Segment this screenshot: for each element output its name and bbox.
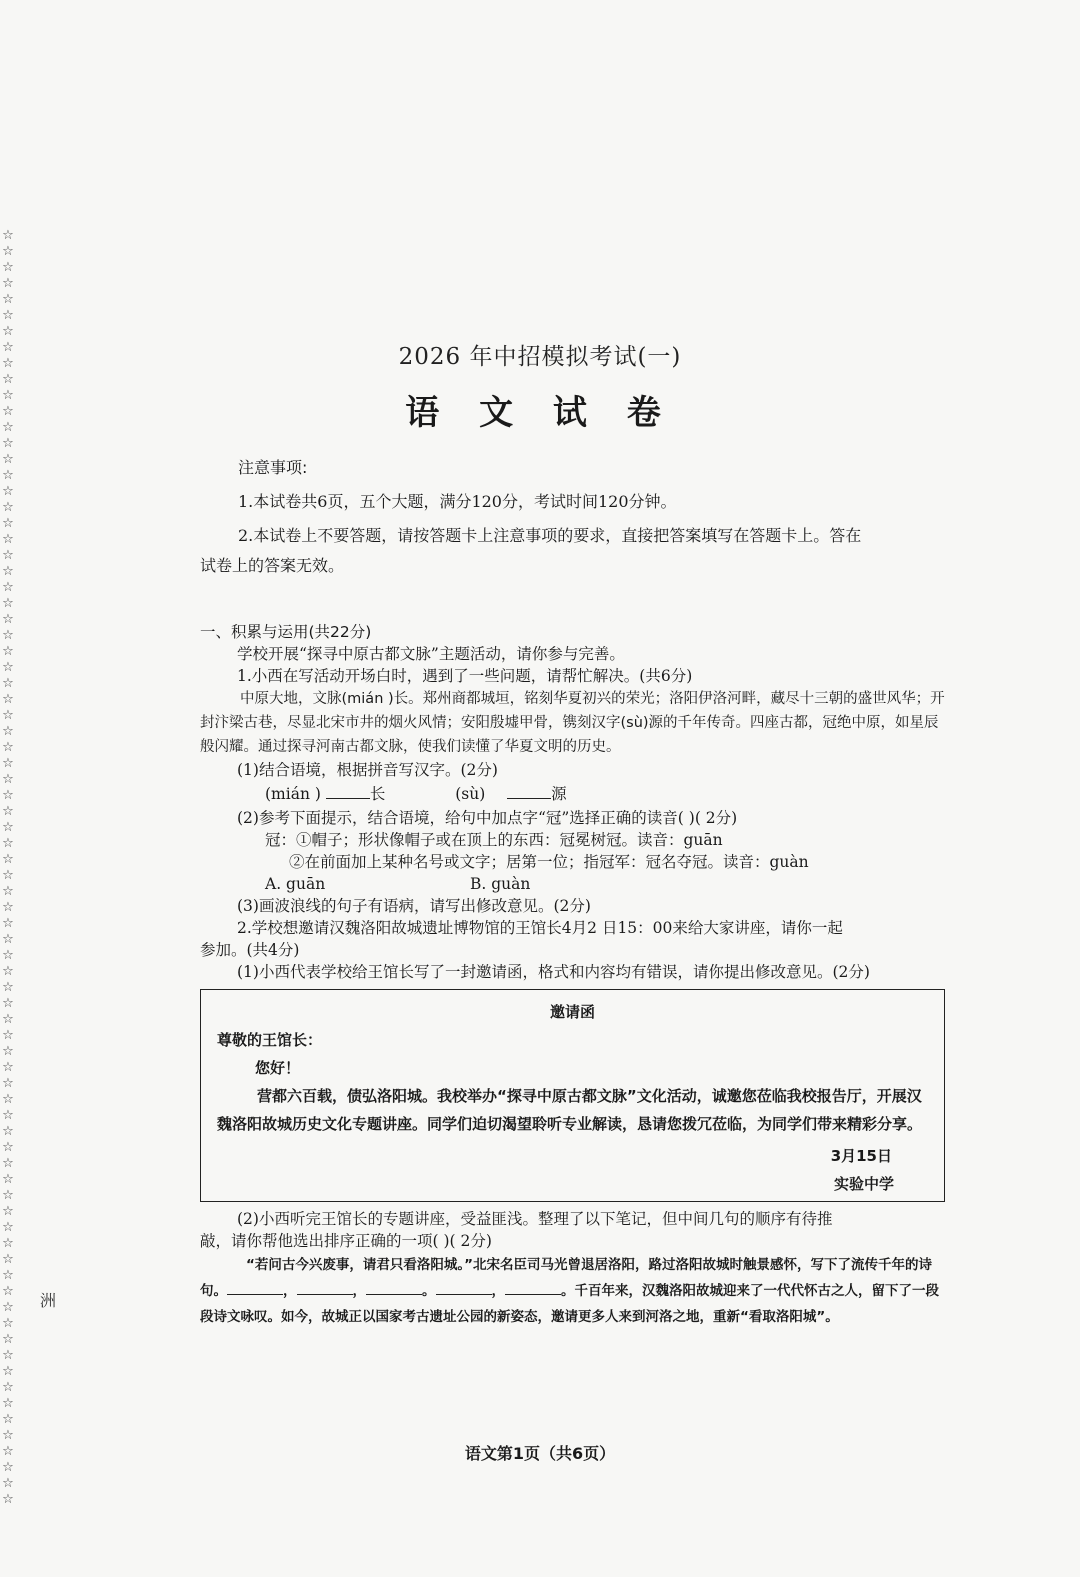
question-2-1: (1)小西代表学校给王馆长写了一封邀请函，格式和内容均有错误，请你提出修改意见。(2分) bbox=[237, 963, 870, 981]
question-1-1: (1)结合语境，根据拼音写汉字。(2分) bbox=[237, 761, 498, 779]
blank1-char: 长 bbox=[369, 785, 386, 803]
blank-line bbox=[227, 1282, 283, 1295]
letter-date: 3月15日 bbox=[830, 1147, 892, 1165]
notes-part-b: 。千百年来，汉魏洛阳故城迎来了一代代怀古之人，留下了一段段诗文咏叹。如今，故城正以国家考古遗址公园的新姿态，邀请更多人来到河洛之地，重新“看取洛阳城”。 bbox=[200, 1283, 939, 1325]
blank2-line bbox=[507, 784, 551, 799]
question-2-2b: 敲，请你帮他选出排序正确的一项( )( 2分) bbox=[200, 1232, 492, 1250]
choice-b: B. guàn bbox=[470, 875, 531, 893]
letter-body: 营都六百载，债弘洛阳城。我校举办“探寻中原古都文脉”文化活动，诚邀您莅临我校报告厅，开展汉魏洛阳故城历史文化专题讲座。同学们迫切渴望聆听专业解读，恳请您拨冗莅临，为同学们带来精彩分享。 bbox=[217, 1087, 923, 1133]
question-1-3: (3)画波浪线的句子有语病，请写出修改意见。(2分) bbox=[237, 897, 591, 915]
question-2-2a: (2)小西听完王馆长的专题讲座，受益匪浅。整理了以下笔记，但中间几句的顺序有待推 bbox=[237, 1210, 833, 1228]
choices bbox=[200, 873, 945, 895]
section-intro: 学校开展“探寻中原古都文脉”主题活动，请你参与完善。 bbox=[237, 645, 625, 663]
blank1-pinyin: (mián ) bbox=[265, 785, 321, 803]
notice-item-2b: 试卷上的答案无效。 bbox=[200, 556, 345, 575]
question-1-2: (2)参考下面提示，结合语境，给句中加点字“冠”选择正确的读音( )( 2分) bbox=[237, 809, 738, 827]
blank-line bbox=[366, 1282, 422, 1295]
blank2-char: 源 bbox=[551, 785, 567, 803]
notice-heading: 注意事项: bbox=[238, 458, 308, 477]
notes-part-a: “若问古今兴废事，请君只看洛阳城。”北宋名臣司马光曾退居洛阳，路过洛阳故城时触景感怀，写下了流传千年的诗句。 bbox=[200, 1257, 932, 1299]
notice-block bbox=[200, 456, 945, 588]
section-1 bbox=[200, 621, 945, 1330]
choice-a: A. guān bbox=[265, 875, 326, 893]
question-1: 1.小西在写活动开场白时，遇到了一些问题，请帮忙解决。(共6分) bbox=[237, 667, 693, 685]
hint-2: ②在前面加上某种名号或文字；居第一位；指冠军：冠名夺冠。读音：guàn bbox=[289, 853, 809, 871]
section-title: 一、积累与运用(共22分) bbox=[200, 623, 372, 641]
page-footer: 语文第1页（共6页） bbox=[464, 1444, 616, 1463]
letter-title: 邀请函 bbox=[549, 1003, 595, 1021]
passage: 中原大地，文脉(mián )长。郑州商都城垣，铭刻华夏初兴的荣光；洛阳伊洛河畔，藏尽十三朝的盛世风华；开封汴梁古巷，尽显北宋市井的烟火风情；安阳殷墟甲骨，镌刻汉字(sù)源的千年传奇。四座古都，冠绝中原，如星辰般闪耀。通过探寻河南古都文脉，使我们读懂了华夏文明的历史。 bbox=[200, 691, 945, 755]
subject-title: 语 文 试 卷 bbox=[405, 393, 675, 433]
question-2b: 参加。(共4分) bbox=[200, 941, 300, 959]
blank2-pinyin: (sù) bbox=[455, 785, 486, 803]
letter-salutation: 尊敬的王馆长： bbox=[217, 1031, 323, 1049]
lecture-notes: “若问古今兴废事，请君只看洛阳城。”北宋名臣司马光曾退居洛阳，路过洛阳故城时触景感怀，写下了流传千年的诗句。 ， ， 。 ， 。千百年来，汉魏洛阳故城迎来了一代代怀古之人，留下了一段段诗文咏叹。如今，故城正以国家考古遗址公园的新姿态，邀请更多人来到河洛之地，重新“看取洛阳城”。 bbox=[200, 1257, 939, 1325]
blank-line bbox=[436, 1282, 492, 1295]
blank-line bbox=[505, 1282, 561, 1295]
exam-header bbox=[0, 338, 1080, 434]
notice-item-1: 1.本试卷共6页，五个大题，满分120分，考试时间120分钟。 bbox=[238, 492, 677, 511]
letter-signature: 实验中学 bbox=[833, 1175, 894, 1193]
invitation-letter bbox=[200, 989, 945, 1202]
hint-1: 冠：①帽子；形状像帽子或在顶上的东西：冠冕树冠。读音：guān bbox=[265, 831, 723, 849]
notice-item-2a: 2.本试卷上不要答题，请按答题卡上注意事项的要求，直接把答案填写在答题卡上。答在 bbox=[238, 526, 862, 545]
letter-greeting: 您好！ bbox=[255, 1059, 301, 1077]
exam-title: 2026 年中招模拟考试(一) bbox=[398, 344, 682, 370]
blank-line bbox=[297, 1282, 353, 1295]
blank1-line bbox=[326, 784, 370, 799]
margin-char: 洲 bbox=[40, 1291, 57, 1310]
question-2a: 2.学校想邀请汉魏洛阳故城遗址博物馆的王馆长4月2 日15：00来给大家讲座，请你一起 bbox=[237, 919, 843, 937]
margin-star-border: ☆☆☆☆☆☆☆☆☆☆☆☆☆☆☆☆☆☆☆☆☆☆☆☆☆☆☆☆☆☆☆☆☆☆☆☆☆☆☆☆☆☆☆☆☆☆☆☆☆☆☆☆☆☆☆☆☆☆☆☆☆☆☆☆☆☆☆☆☆☆☆☆☆☆☆☆☆☆☆☆ bbox=[2, 228, 14, 1507]
pinyin-blanks bbox=[200, 783, 945, 805]
